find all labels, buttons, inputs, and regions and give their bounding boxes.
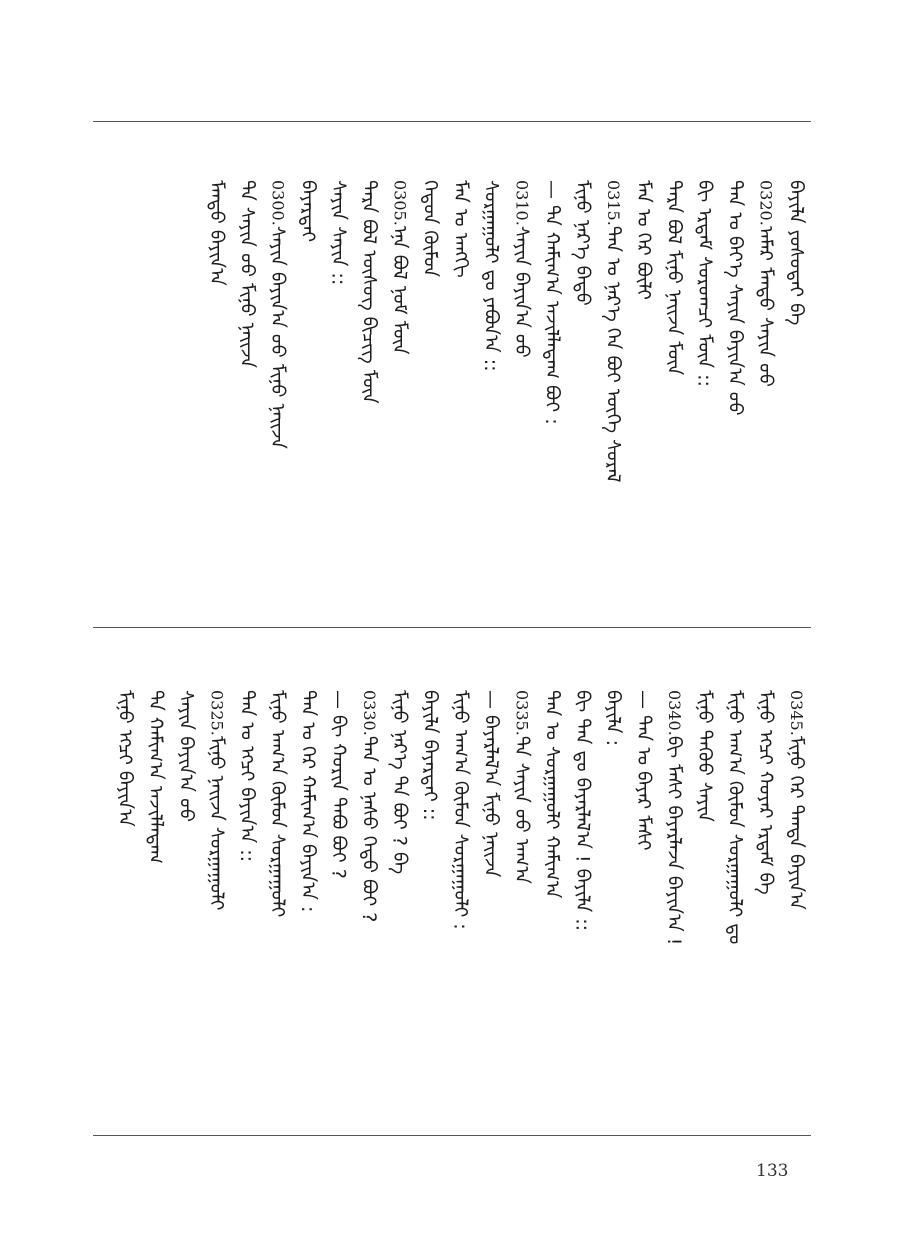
text-column xyxy=(725,180,744,600)
column-text: ᠰᠠᠶᠢᠨ ᠪᠠᠶᠢᠨ᠎ᠠ ᠤᠤ xyxy=(175,690,197,822)
column-text: ᠰᠠᠶᠢᠨ ᠰᠠᠶᠢᠨ :: xyxy=(327,180,350,286)
page-number: 133 xyxy=(756,1161,789,1181)
column-text: ᠪᠠᠶᠢᠯᠠ ᠪᠠᠶᠠᠷᠲᠠᠢ :: xyxy=(419,690,441,821)
line-number: 0340. xyxy=(665,690,684,736)
text-column xyxy=(512,690,531,1100)
column-text: ᠲᠠᠨ ᠤ ᠨᠠᠰᠤ ᠬᠡᠳᠦ ᠪᠤᠢ ? xyxy=(358,735,380,923)
line-number: 0335. xyxy=(512,690,532,736)
text-column xyxy=(695,690,714,1100)
text-column xyxy=(237,180,256,600)
column-text: ᠲᠠ ᠰᠠᠶᠢᠨ ᠤᠤ ᠮᠢᠨᠤ ᠨᠠᠢᠵᠠ xyxy=(236,180,258,368)
column-text: — ᠪᠢ ᠬᠣᠷᠢᠨ ᠲᠠᠪᠤ ᠪᠤᠢ ? xyxy=(327,690,350,879)
line-number: 0330. xyxy=(360,690,379,736)
text-column xyxy=(359,180,378,600)
text-column xyxy=(207,180,226,600)
column-text: ᠲᠠᠨ ᠤ ᠪᠡᠶ᠎ᠡ ᠰᠠᠶᠢᠨ ᠪᠠᠶᠢᠨ᠎ᠠ ᠤᠤ xyxy=(724,180,746,416)
text-column xyxy=(603,180,622,600)
column-text: ᠡᠨᠡ ᠪᠣᠯ ᠨᠣᠮ ᠮᠥᠨ xyxy=(388,225,411,355)
column-text: ᠮᠢᠨᠤ ᠠᠬ᠎ᠠ ᠬᠦᠮᠦᠨ ᠰᠤᠷᠭᠠᠭᠤᠯᠢ : xyxy=(449,690,472,930)
column-text: ᠠᠮᠠᠷ ᠮᠡᠨᠳᠦ ᠰᠠᠶᠢᠨ ᠤᠤ xyxy=(754,225,777,387)
text-column xyxy=(146,690,165,1100)
column-text: ᠮᠢᠨᠤ ᠭᠡᠷ ᠲᠡᠨᠳᠡ ᠪᠠᠶᠢᠨ᠎ᠠ xyxy=(785,735,807,910)
text-column xyxy=(786,690,805,1100)
text-column xyxy=(298,690,317,1100)
text-column xyxy=(756,690,775,1100)
column-text: ᠪᠢ ᠡᠷᠳᠡᠮ ᠰᠤᠷᠤᠭᠴᠢ ᠮᠥᠨ :: xyxy=(693,180,716,387)
column-text: ᠮᠡᠨᠳᠦ ᠪᠠᠶᠢᠨ᠎ᠠ xyxy=(205,180,228,286)
text-column xyxy=(390,180,409,600)
text-column xyxy=(390,690,409,1100)
text-column xyxy=(603,690,622,1100)
column-text: ᠰᠤᠷᠭᠠᠭᠤᠯᠢ ᠳᠤ ᠶᠠᠪᠤᠨ᠎ᠠ :: xyxy=(480,180,502,372)
text-column xyxy=(420,180,439,600)
column-text: ᠲᠠ ᠰᠠᠶᠢᠨ ᠤᠤ ᠠᠬ᠎ᠠ xyxy=(510,735,533,884)
lower-text-block xyxy=(90,690,814,1100)
column-text: ᠮᠠᠨ ᠤ ᠠᠩᠭᠢ xyxy=(449,180,472,278)
text-column xyxy=(359,690,378,1100)
text-column xyxy=(115,690,134,1100)
text-column xyxy=(664,690,683,1100)
line-number: 0325. xyxy=(207,690,227,736)
column-text: — ᠲᠠ ᠬᠠᠮᠢᠭ᠎ᠠ ᠠᠵᠢᠯᠯᠠᠳᠠᠭ ᠪᠤᠢ : xyxy=(541,180,563,425)
text-column xyxy=(329,180,348,600)
text-column xyxy=(664,180,683,600)
text-column xyxy=(207,690,226,1100)
text-column xyxy=(695,180,714,600)
text-column xyxy=(786,180,805,600)
column-text: — ᠲᠠᠨ ᠤ ᠪᠠᠶᠠᠷ ᠮᠠᠰᠢ xyxy=(632,690,655,851)
line-number: 0300. xyxy=(268,180,288,226)
column-text: ᠮᠢᠨᠤ ᠡᠭᠴᠢ ᠬᠣᠶᠠᠷ ᠡᠷᠳᠡᠮ ᠪᠠ xyxy=(754,690,777,895)
text-column xyxy=(542,690,561,1100)
column-text: ᠪᠠᠶᠢᠯᠠ ᠶᠤᠰᠤᠲᠠᠢ ᠪᠠ xyxy=(785,180,807,326)
text-column xyxy=(634,180,653,600)
line-number: 0310. xyxy=(512,180,532,226)
column-text: ᠲᠠᠨ ᠤ ᠡᠭᠴᠢ ᠪᠠᠶᠢᠨ᠎ᠠ :: xyxy=(236,690,258,862)
text-column xyxy=(268,180,287,600)
column-text: ᠲᠠ ᠬᠠᠮᠢᠭ᠎ᠠ ᠠᠵᠢᠯᠯᠠᠳᠠᠭ xyxy=(144,690,167,864)
column-text: ᠰᠠᠶᠢᠨ ᠪᠠᠶᠢᠨ᠎ᠠ ᠤᠤ xyxy=(510,225,533,358)
column-text: ᠪᠢ ᠲᠠᠨ ᠳᠤ ᠪᠠᠶᠠᠷᠯᠠᠯ᠎ᠠ ! ᠪᠠᠶᠢᠯᠠ :: xyxy=(571,690,594,932)
text-column xyxy=(420,690,439,1100)
column-text: ᠲᠠᠨ ᠤ ᠭᠡᠷ ᠬᠠᠮᠢᠭ᠎ᠠ ᠪᠠᠶᠢᠨ᠎ᠠ : xyxy=(297,690,319,913)
text-column xyxy=(481,180,500,600)
line-number: 0315. xyxy=(604,180,623,226)
text-column xyxy=(756,180,775,600)
text-column xyxy=(237,690,256,1100)
column-text: ᠪᠠᠶᠢᠯᠠ : xyxy=(602,690,624,747)
text-column xyxy=(176,690,195,1100)
text-column xyxy=(542,180,561,600)
column-text: ᠲᠠᠨ ᠤ ᠰᠤᠷᠭᠠᠭᠤᠯᠢ ᠬᠠᠮᠢᠭ᠎ᠠ xyxy=(541,690,563,899)
column-text: ᠬᠡᠳᠦᠨ ᠬᠦᠮᠦᠨ xyxy=(419,180,441,278)
column-text: ᠲᠠᠨ ᠤ ᠨᠡᠷ᠎ᠡ ᠬᠡᠨ ᠪᠤᠢ ᠦᠭᠡ ᠰᠤᠷᠠᠯ xyxy=(602,225,624,483)
line-number: 0345. xyxy=(787,690,806,736)
column-text: ᠮᠢᠨᠤ ᠠᠬ᠎ᠠ ᠬᠦᠮᠦᠨ ᠰᠤᠷᠭᠠᠭᠤᠯᠢ xyxy=(266,690,289,918)
text-column xyxy=(329,690,348,1100)
text-column xyxy=(481,690,500,1100)
text-column xyxy=(573,180,592,600)
text-column xyxy=(634,690,653,1100)
column-text: ᠮᠢᠨᠤ ᠡᠭᠴᠢ ᠪᠠᠶᠢᠨ᠎ᠠ xyxy=(114,690,136,827)
text-column xyxy=(451,690,470,1100)
column-text: ᠮᠢᠨᠤ ᠨᠡᠷ᠎ᠡ ᠲᠠ ᠪᠤᠢ ? ᠪᠠ xyxy=(388,690,411,875)
column-text: — ᠪᠠᠶᠠᠷᠯᠠᠯ᠎ᠠ ᠮᠢᠨᠤ ᠨᠠᠢᠵᠠ xyxy=(480,690,502,878)
column-text: ᠲᠡᠷᠡ ᠪᠣᠯ ᠦᠰᠦᠭ ᠪᠢᠴᠢᠭ ᠮᠥᠨ xyxy=(358,180,380,404)
text-column xyxy=(298,180,317,600)
line-number: 0320. xyxy=(756,180,776,226)
text-column xyxy=(725,690,744,1100)
column-text: ᠮᠢᠨᠤ ᠠᠬ᠎ᠠ ᠬᠦᠮᠦᠨ ᠰᠤᠷᠭᠠᠭᠤᠯᠢ ᠳᠤ xyxy=(724,690,746,945)
column-text: ᠪᠢ ᠮᠠᠰᠢ ᠪᠠᠶᠠᠷᠯᠠᠵᠠ ᠪᠠᠶᠢᠨ᠎ᠠ ! xyxy=(663,735,685,946)
upper-text-block xyxy=(90,180,814,600)
column-text: ᠲᠡᠷᠡ ᠪᠣᠯ ᠮᠢᠨᠤ ᠨᠠᠢᠵᠠ ᠮᠥᠨ xyxy=(663,180,685,376)
text-column xyxy=(268,690,287,1100)
middle-rule xyxy=(93,627,811,628)
top-rule xyxy=(93,121,811,122)
text-column xyxy=(512,180,531,600)
bottom-rule xyxy=(93,1135,811,1136)
column-text: ᠮᠢᠨᠤ ᠨᠡᠷ᠎ᠡ ᠪᠠᠲᠤ xyxy=(571,180,594,306)
text-column xyxy=(451,180,470,600)
column-text: ᠮᠠᠨ ᠤ ᠭᠡᠷ ᠪᠦᠯᠢ xyxy=(632,180,655,300)
column-text: ᠰᠠᠶᠢᠨ ᠪᠠᠶᠢᠨ᠎ᠠ ᠤᠤ ᠮᠢᠨᠤ ᠨᠠᠢᠵᠠ xyxy=(266,225,289,449)
column-text: ᠮᠢᠨᠤ ᠳᠡᠭᠦᠦ ᠰᠠᠶᠢᠨ xyxy=(693,690,716,822)
text-column xyxy=(573,690,592,1100)
column-text: ᠪᠠᠶᠠᠷᠲᠠᠢ xyxy=(297,180,319,243)
line-number: 0305. xyxy=(390,180,410,226)
column-text: ᠮᠢᠨᠤ ᠨᠠᠢᠵᠠ ᠰᠤᠷᠭᠠᠭᠤᠯᠢ xyxy=(205,735,228,911)
